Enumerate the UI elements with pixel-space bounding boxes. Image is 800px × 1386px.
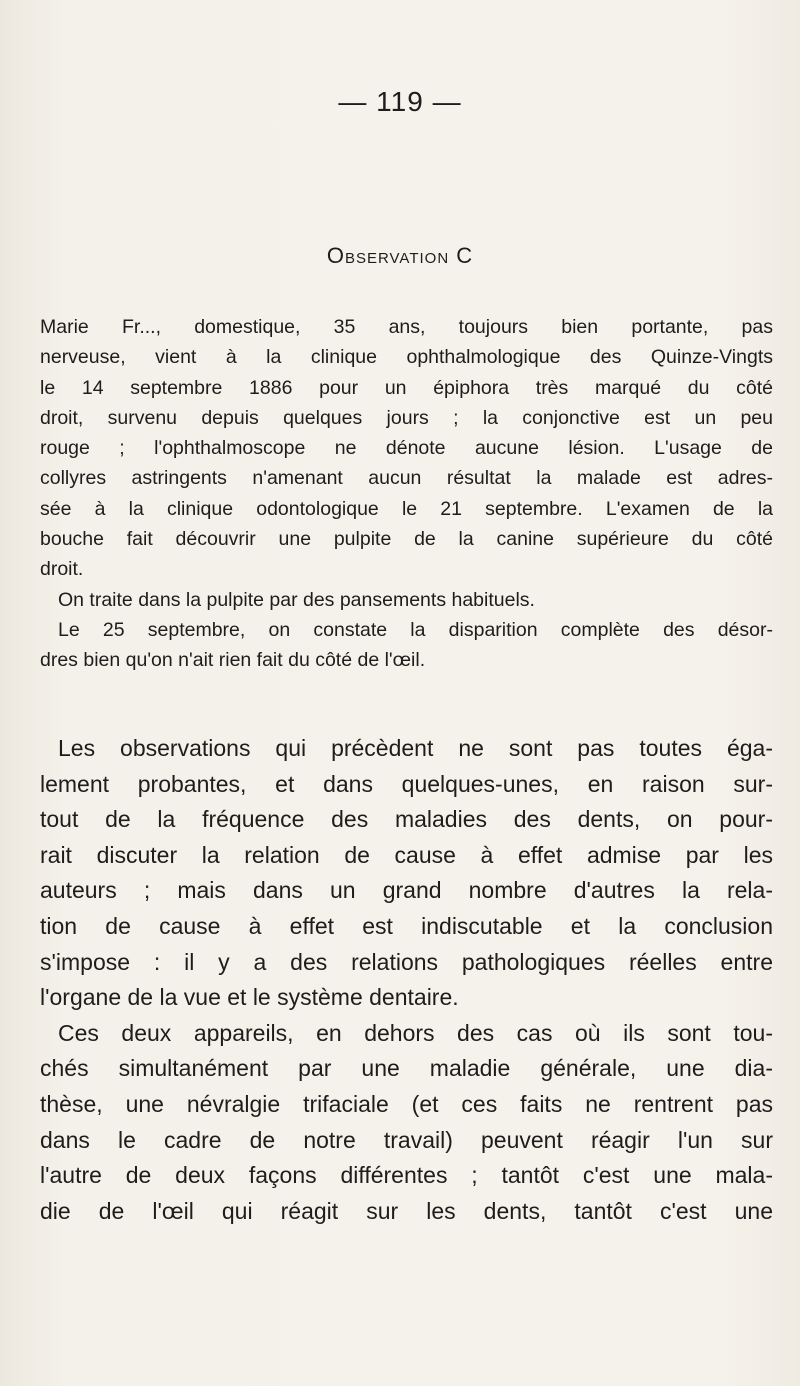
body-line: auteurs ; mais dans un grand nombre d'autres la rela- xyxy=(40,877,773,904)
body-line: l'organe de la vue et le système dentaire. xyxy=(40,984,459,1011)
body-line: Ces deux appareils, en dehors des cas où ils sont tou- xyxy=(58,1019,773,1046)
observation-line: collyres astringents n'amenant aucun résultat la malade est adres- xyxy=(40,467,773,490)
observation-line: nerveuse, vient à la clinique ophthalmologique des Quinze-Vingts xyxy=(40,346,773,369)
body-line: thèse, une névralgie trifaciale (et ces faits ne rentrent pas xyxy=(40,1090,773,1117)
observation-line: droit, survenu depuis quelques jours ; la conjonctive est un peu xyxy=(40,406,773,429)
body-line: lement probantes, et dans quelques-unes, en raison sur- xyxy=(40,770,773,797)
observation-line: sée à la clinique odontologique le 21 septembre. L'examen de la xyxy=(40,497,773,520)
body-paragraph xyxy=(40,731,773,1229)
body-line: die de l'œil qui réagit sur les dents, tantôt c'est une xyxy=(40,1197,773,1224)
observation-line: Le 25 septembre, on constate la disparition complète des désor- xyxy=(58,618,773,641)
observation-line: Marie Fr..., domestique, 35 ans, toujours bien portante, pas xyxy=(40,316,773,338)
body-line: chés simultanément par une maladie générale, une dia- xyxy=(40,1055,773,1082)
observation-line: bouche fait découvrir une pulpite de la canine supérieure du côté xyxy=(40,528,773,551)
page-number: — 119 — xyxy=(338,86,462,117)
observation-line: droit. xyxy=(40,558,84,581)
body-line: tion de cause à effet est indiscutable et la conclusion xyxy=(40,912,773,939)
body-line: tout de la fréquence des maladies des dents, on pour- xyxy=(40,806,773,833)
body-line: Les observations qui précèdent ne sont pas toutes éga- xyxy=(58,735,773,761)
observation-paragraph xyxy=(40,312,773,676)
body-line: l'autre de deux façons différentes ; tantôt c'est une mala- xyxy=(40,1162,773,1189)
observation-title: Observation C xyxy=(326,243,474,268)
body-line: rait discuter la relation de cause à effet admise par les xyxy=(40,841,773,868)
observation-line: le 14 septembre 1886 pour un épiphora très marqué du côté xyxy=(40,376,773,399)
observation-line: On traite dans la pulpite par des pansements habituels. xyxy=(58,588,535,611)
body-line: dans le cadre de notre travail) peuvent réagir l'un sur xyxy=(40,1126,773,1153)
body-line: s'impose : il y a des relations pathologiques réelles entre xyxy=(40,948,773,975)
observation-line: rouge ; l'ophthalmoscope ne dénote aucune lésion. L'usage de xyxy=(40,437,773,460)
observation-line: dres bien qu'on n'ait rien fait du côté de l'œil. xyxy=(40,649,426,672)
